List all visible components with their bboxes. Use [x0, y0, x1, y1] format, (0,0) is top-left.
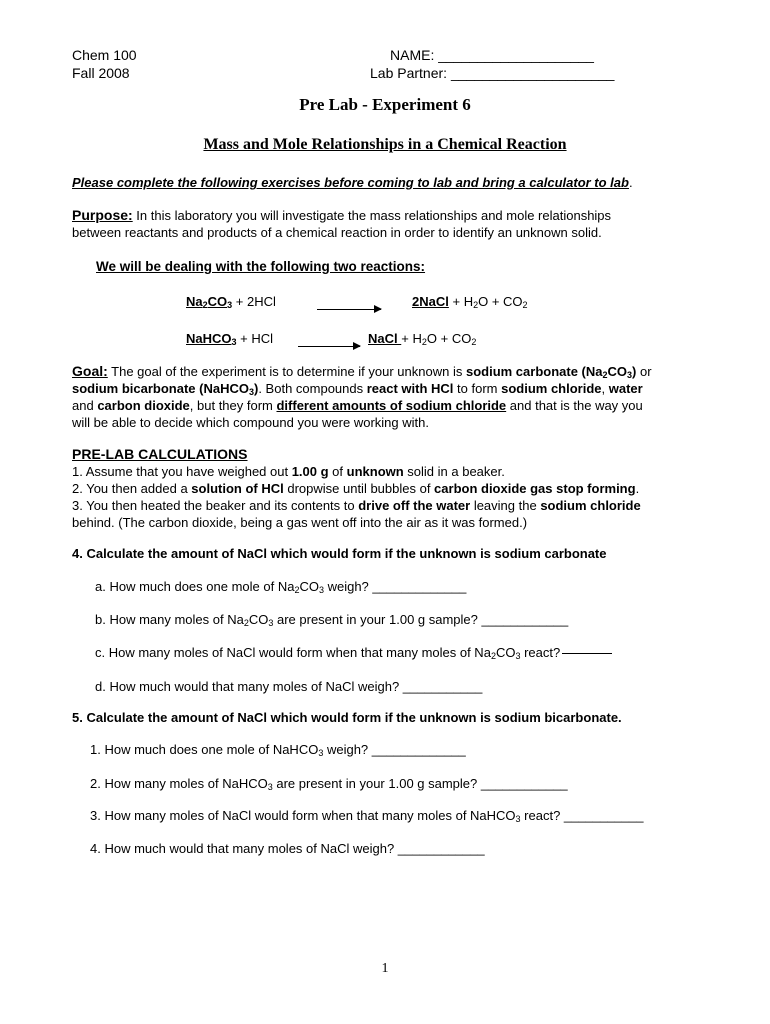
prelab-step-1: 1. Assume that you have weighed out 1.00 g of unknown solid in a beaker.: [72, 464, 505, 479]
page-number: 1: [381, 961, 389, 976]
prelab-step-3-cont: behind. (The carbon dioxide, being a gas went off into the air as it was formed.): [72, 515, 528, 530]
question-4c: c. How many moles of NaCl would form when that many moles of $Na_2CO_3$ react?: [95, 644, 612, 661]
question-4a: a. How much does one mole of $Na_2CO_3$ weigh? _____________: [95, 579, 467, 595]
name-field[interactable]: [390, 47, 594, 64]
question-5-1: 1. How much does one mole of NaHCO$_3$ weigh? _____________: [90, 742, 466, 758]
reaction-2-arrow: [298, 338, 360, 356]
page-subtitle: Mass and Mole Relationships in a Chemical Reaction: [203, 136, 567, 153]
purpose-line-2: between reactants and products of a chemical reaction in order to identify an unknown solid.: [72, 225, 602, 240]
prelab-step-3: 3. You then heated the beaker and its contents to drive off the water leaving the sodium chloride: [72, 498, 641, 513]
lab-partner-blank: _____________________: [450, 65, 615, 81]
question-5-heading: 5. Calculate the amount of NaCl which would form if the unknown is sodium bicarbonate.: [72, 710, 622, 725]
question-5-3: 3. How many moles of NaCl would form when that many moles of NaHCO$_3$ react? ___________: [90, 808, 644, 824]
goal-line-4: will be able to decide which compound you were working with.: [72, 415, 429, 430]
reaction-1-products: 2NaCl + $H_2O + CO_2$: [412, 294, 528, 310]
prelab-step-2: 2. You then added a solution of HCl dropwise until bubbles of carbon dioxide gas stop forming.: [72, 481, 640, 496]
answer-line: [562, 653, 612, 655]
goal-label: Goal:: [72, 363, 108, 379]
reaction-1-arrow: [317, 301, 381, 319]
goal-line-1: Goal: The goal of the experiment is to determine if your unknown is sodium carbonate $(Na_2CO_3)$ or: [72, 363, 652, 380]
reaction-2: NaHCO$_3$ + HCl: [186, 331, 274, 347]
lab-partner-field[interactable]: [370, 65, 614, 82]
term-label: Fall 2008: [72, 65, 130, 81]
goal-line-2: sodium bicarbonate (NaHCO$_3$). Both compounds react with HCl to form sodium chloride, water: [72, 381, 643, 397]
reactions-heading: We will be dealing with the following two reactions:: [96, 259, 426, 274]
course-label: Chem 100: [72, 47, 137, 63]
question-4b: b. How many moles of $Na_2CO_3$ are present in your 1.00 g sample? ____________: [95, 612, 569, 628]
page-title: Pre Lab - Experiment 6: [299, 95, 471, 114]
name-label: NAME:: [390, 47, 435, 63]
reaction-1: $Na_2CO_3 + 2HCl$: [186, 294, 276, 310]
instruction: Please complete the following exercises before coming to lab and bring a calculator to lab.: [72, 175, 633, 190]
prelab-heading: PRE-LAB CALCULATIONS: [72, 446, 248, 462]
purpose-line-1: Purpose: In this laboratory you will investigate the mass relationships and mole relationships: [72, 207, 612, 223]
purpose-label: Purpose:: [72, 207, 133, 223]
question-5-2: 2. How many moles of NaHCO$_3$ are present in your 1.00 g sample? ____________: [90, 776, 568, 792]
name-blank: ____________________: [438, 47, 594, 63]
reaction-2-products: NaCl + $H_2O + CO_2$: [368, 331, 477, 347]
question-4-heading: 4. Calculate the amount of NaCl which would form if the unknown is sodium carbonate: [72, 546, 607, 561]
question-4d: d. How much would that many moles of NaCl weigh? ___________: [95, 679, 483, 694]
goal-line-3: and carbon dioxide, but they form different amounts of sodium chloride and that is the way you: [72, 398, 643, 413]
question-5-4: 4. How much would that many moles of NaCl weigh? ____________: [90, 841, 485, 856]
lab-partner-label: Lab Partner:: [370, 65, 448, 81]
